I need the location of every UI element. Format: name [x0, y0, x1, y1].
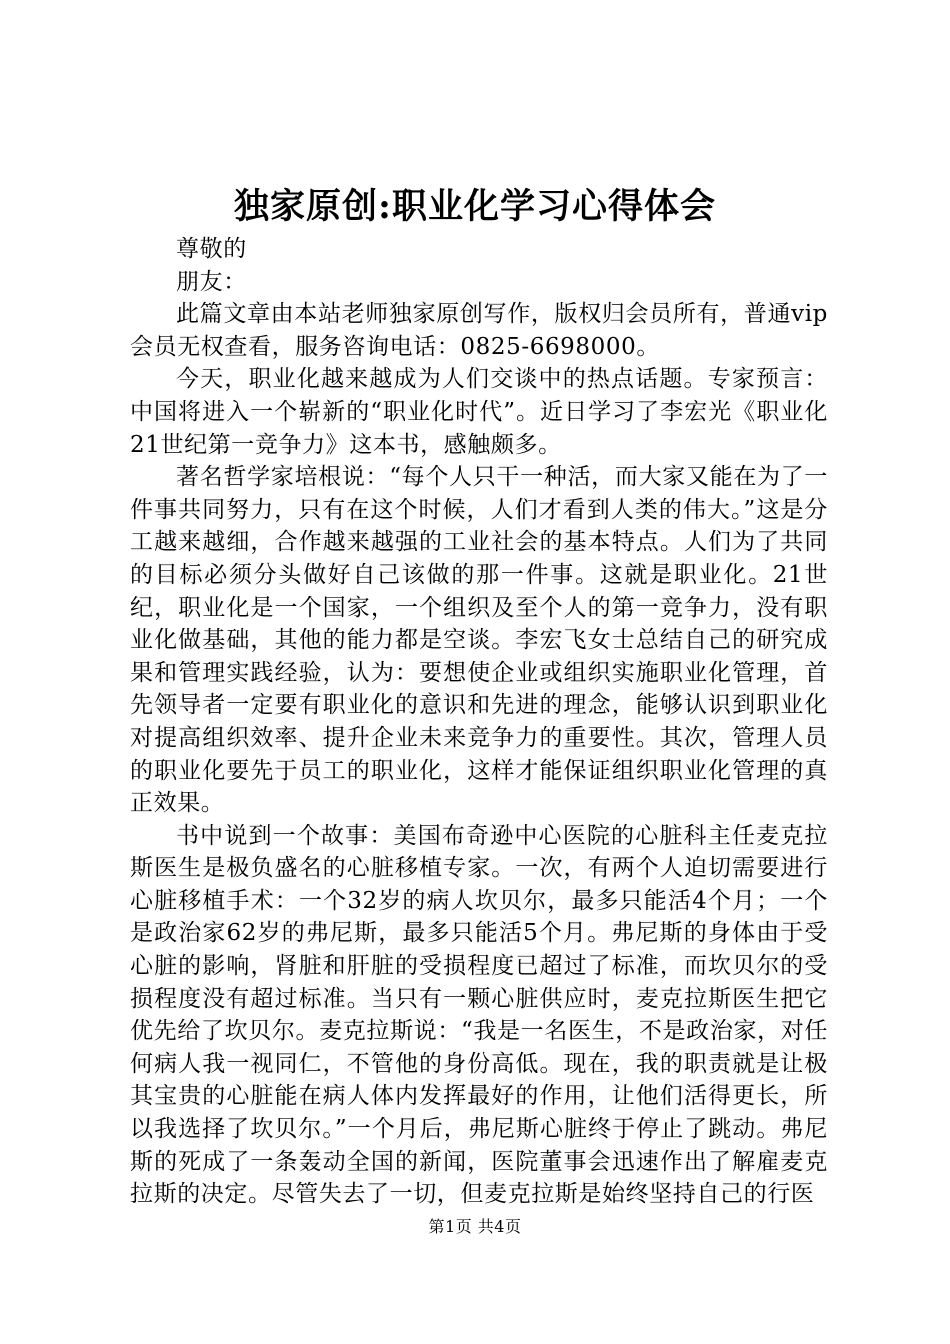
intro-paragraph: 今天，职业化越来越成为人们交谈中的热点话题。专家预言：中国将进入一个崭新的“职业化时代”。近日学习了李宏光《职业化21世纪第一竞争力》这本书，感触颇多。 — [130, 366, 828, 458]
document-title: 独家原创:职业化学习心得体会 — [234, 186, 716, 227]
page-number-footer: 第1页 共4页 — [428, 1217, 522, 1236]
story-paragraph: 书中说到一个故事：美国布奇逊中心医院的心脏科主任麦克拉斯医生是极负盛名的心脏移植专家。一次，有两个人迫切需要进行心脏移植手术：一个32岁的病人坎贝尔，最多只能活4个月；一个是政治家62岁的弗尼斯，最多只能活5个月。弗尼斯的身体由于受心脏的影响，肾脏和肝脏的受损程度已超过了标准，而坎贝尔的受损程度没有超过标准。当只有一颗心脏供应时，麦克拉斯医生把它优先给了坎贝尔。麦克拉斯说：“我是一名医生，不是政治家，对任何病人我一视同仁，不管他的身份高低。现在，我的职责就是让极其宝贵的心脏能在病人体内发挥最好的作用，让他们活得更长，所以我选择了坎贝尔。”一个月后，弗尼斯心脏终于停止了跳动。弗尼斯的死成了一条轰动全国的新闻，医院董事会迅速作出了解雇麦克拉斯的决定。尽管失去了一切，但麦克拉斯是始终坚持自己的行医 — [130, 822, 828, 1208]
salutation-line-1: 尊敬的 — [176, 236, 247, 262]
salutation-line-2: 朋友： — [176, 268, 247, 295]
document-body — [130, 233, 828, 1211]
bacon-quote-paragraph: 著名哲学家培根说：“每个人只干一种活，而大家又能在为了一件事共同努力，只有在这个时候，人们才看到人类的伟大。”这是分工越来越细，合作越来越强的工业社会的基本特点。人们为了共同的目标必须分头做好自己该做的那一件事。这就是职业化。21世纪，职业化是一个国家，一个组织及至个人的第一竞争力，没有职业化做基础，其他的能力都是空谈。李宏飞女士总结自己的研究成果和管理实践经验，认为：要想使企业或组织实施职业化管理，首先领导者一定要有职业化的意识和先进的理念，能够认识到职业化对提高组织效率、提升企业未来竞争力的重要性。其次，管理人员的职业化要先于员工的职业化，这样才能保证组织职业化管理的真正效果。 — [130, 464, 828, 817]
copyright-notice-paragraph: 此篇文章由本站老师独家原创写作，版权归会员所有，普通vip会员无权查看，服务咨询电话：0825-6698000。 — [130, 301, 828, 360]
